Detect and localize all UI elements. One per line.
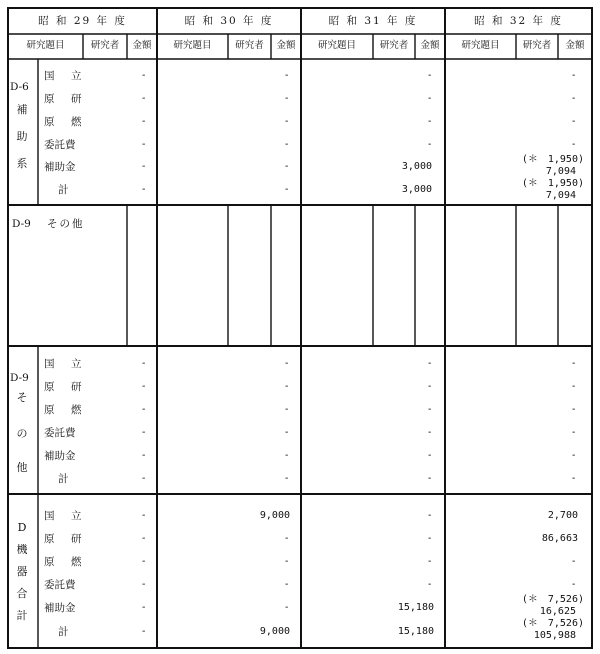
cell-dash: - (142, 473, 146, 484)
cell-total-y32-kokuritsu: 2,700 (547, 510, 578, 521)
section-vert-total-3: 計 (16, 609, 28, 622)
cell-dash: - (572, 116, 576, 127)
cell-total-y30-kokuritsu: 9,000 (259, 510, 290, 521)
row-label-total-genken: 原 研 (44, 533, 85, 545)
cell-d6-y32-total-a: (＊ 1,950) (521, 178, 584, 189)
year-header-31: 昭 和 31 年 度 (328, 15, 418, 27)
row-label-total-gennen: 原 燃 (44, 556, 85, 568)
section-code-d6: D-6 (10, 81, 29, 93)
row-label-d9b-kokuritsu: 国 立 (44, 358, 85, 370)
cell-dash: - (572, 427, 576, 438)
row-label-total-kokuritsu: 国 立 (44, 510, 85, 522)
cell-dash: - (428, 556, 432, 567)
section-code-d9a: D-9 (12, 218, 31, 230)
cell-total-y32-genken: 86,663 (541, 533, 578, 544)
cell-dash: - (142, 161, 146, 172)
cell-dash: - (428, 404, 432, 415)
col-topic-30: 研究題目 (173, 40, 212, 51)
cell-dash: - (428, 381, 432, 392)
section-title-d9a: その他 (47, 218, 85, 230)
cell-dash: - (142, 450, 146, 461)
cell-total-y32-total-b: 105,988 (533, 630, 576, 641)
cell-dash: - (142, 626, 146, 637)
cell-dash: - (572, 579, 576, 590)
row-label-total-hojokin: 補助金 (44, 602, 76, 614)
cell-dash: - (428, 510, 432, 521)
cell-dash: - (142, 579, 146, 590)
col-topic-31: 研究題目 (317, 40, 356, 51)
cell-dash: - (285, 381, 289, 392)
cell-total-y31-hojokin: 15,180 (397, 602, 434, 613)
row-label-d6-genken: 原 研 (44, 93, 85, 105)
row-label-d6-itakuhi: 委託費 (44, 139, 76, 151)
year-header-30: 昭 和 30 年 度 (184, 15, 274, 27)
row-label-total-itakuhi: 委託費 (44, 579, 76, 591)
cell-dash: - (285, 404, 289, 415)
cell-dash: - (572, 70, 576, 81)
cell-dash: - (428, 427, 432, 438)
cell-dash: - (142, 116, 146, 127)
col-researcher-29: 研究者 (90, 40, 120, 51)
cell-dash: - (572, 358, 576, 369)
cell-total-y32-hojokin-a: (＊ 7,526) (521, 594, 584, 605)
col-amount-31: 金額 (420, 40, 440, 51)
cell-dash: - (142, 602, 146, 613)
section-vert-d9b-2: 他 (16, 461, 28, 474)
cell-dash: - (572, 473, 576, 484)
cell-dash: - (572, 381, 576, 392)
col-researcher-31: 研究者 (379, 40, 409, 51)
cell-dash: - (428, 473, 432, 484)
cell-dash: - (285, 473, 289, 484)
section-vert-total-2: 合 (16, 587, 28, 600)
cell-dash: - (142, 427, 146, 438)
cell-d6-y32-hojokin-a: (＊ 1,950) (521, 154, 584, 165)
cell-dash: - (572, 404, 576, 415)
row-label-d9b-genken: 原 研 (44, 381, 85, 393)
section-code-total: D (17, 521, 27, 534)
row-label-d9b-hojokin: 補助金 (44, 450, 76, 462)
col-amount-30: 金額 (276, 40, 296, 51)
cell-total-y32-total-a: (＊ 7,526) (521, 618, 584, 629)
cell-dash: - (285, 139, 289, 150)
cell-dash: - (142, 93, 146, 104)
cell-d6-y31-hojokin: 3,000 (401, 161, 432, 172)
cell-dash: - (428, 450, 432, 461)
section-vert-d6-2: 系 (16, 157, 28, 170)
col-topic-29: 研究題目 (26, 40, 65, 51)
cell-dash: - (572, 93, 576, 104)
cell-dash: - (428, 358, 432, 369)
cell-dash: - (572, 556, 576, 567)
cell-dash: - (285, 602, 289, 613)
section-vert-total-0: 機 (16, 543, 28, 556)
cell-d6-y31-total: 3,000 (401, 184, 432, 195)
year-header-29: 昭 和 29 年 度 (38, 15, 127, 27)
cell-dash: - (142, 533, 146, 544)
cell-dash: - (142, 184, 146, 195)
cell-d6-y32-total-b: 7,094 (545, 190, 576, 201)
cell-dash: - (142, 404, 146, 415)
cell-total-y31-total: 15,180 (397, 626, 434, 637)
cell-dash: - (285, 427, 289, 438)
row-label-d9b-gennen: 原 燃 (44, 404, 85, 416)
col-researcher-32: 研究者 (522, 40, 552, 51)
cell-dash: - (428, 139, 432, 150)
row-label-d6-hojokin: 補助金 (44, 161, 76, 173)
cell-dash: - (285, 116, 289, 127)
col-amount-29: 金額 (132, 40, 152, 51)
section-vert-d9b-1: の (16, 427, 28, 440)
row-label-d6-gennen: 原 燃 (44, 116, 85, 128)
cell-dash: - (285, 161, 289, 172)
cell-dash: - (142, 556, 146, 567)
cell-dash: - (142, 70, 146, 81)
cell-dash: - (428, 93, 432, 104)
section-vert-d9b-0: そ (16, 391, 28, 404)
section-code-d9b: D-9 (10, 372, 29, 384)
row-label-d6-kokuritsu: 国 立 (44, 70, 85, 82)
row-label-total-total: 計 (58, 626, 69, 638)
cell-dash: - (428, 579, 432, 590)
cell-dash: - (142, 358, 146, 369)
col-topic-32: 研究題目 (461, 40, 500, 51)
year-header-32: 昭 和 32 年 度 (474, 15, 563, 27)
cell-dash: - (142, 139, 146, 150)
row-label-d9b-itakuhi: 委託費 (44, 427, 76, 439)
section-vert-d6-0: 補 (16, 103, 28, 116)
cell-dash: - (428, 70, 432, 81)
cell-dash: - (572, 139, 576, 150)
cell-dash: - (428, 533, 432, 544)
cell-dash: - (285, 533, 289, 544)
cell-d6-y32-hojokin-b: 7,094 (545, 166, 576, 177)
cell-dash: - (572, 450, 576, 461)
col-researcher-30: 研究者 (235, 40, 264, 51)
cell-total-y30-total: 9,000 (259, 626, 290, 637)
cell-dash: - (285, 556, 289, 567)
cell-dash: - (285, 93, 289, 104)
row-label-d9b-total: 計 (58, 473, 69, 485)
col-amount-32: 金額 (565, 40, 585, 51)
section-vert-d6-1: 助 (16, 130, 28, 143)
cell-dash: - (285, 184, 289, 195)
cell-dash: - (285, 70, 289, 81)
cell-dash: - (142, 381, 146, 392)
section-vert-total-1: 器 (16, 565, 28, 578)
cell-total-y32-hojokin-b: 16,625 (539, 606, 576, 617)
cell-dash: - (285, 579, 289, 590)
row-label-d6-total: 計 (58, 184, 69, 196)
cell-dash: - (285, 358, 289, 369)
cell-dash: - (428, 116, 432, 127)
cell-dash: - (285, 450, 289, 461)
cell-dash: - (142, 510, 146, 521)
